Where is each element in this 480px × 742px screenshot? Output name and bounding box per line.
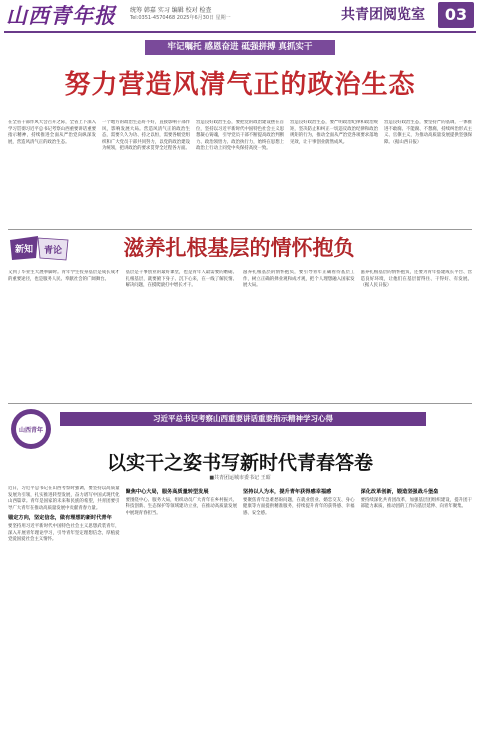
logo-word: 山西青年 <box>18 427 44 434</box>
story3-paragraph: 要聚焦青年急难愁盼问题，在就业创业、婚恋交友、身心健康等方面提供精准服务，持续提升青年的获得感、幸福感、安全感。 <box>243 497 355 516</box>
story3-byline: ■共青团运城市委书记 王昭 <box>209 475 271 481</box>
story3-subhead: 锚定方向，坚定信念，做有理想的新时代青年 <box>8 515 112 522</box>
story1-paragraph: 一个地方的政治生态好不好，直接影响干部作风，影响发展大局。营造风清气正的政治生态，需要久久为功、持之以恒，需要各级党组织和广大党员干部共同努力，以党的政治建设为统领，把讲政治的要求贯穿全过程各方面。 <box>102 120 190 152</box>
story2-col <box>8 270 120 400</box>
story1-body <box>8 120 472 226</box>
story3-col <box>361 486 473 736</box>
story2-body <box>8 270 472 400</box>
story3-subhead: 深化改革创新，锻造坚强战斗堡垒 <box>360 489 439 495</box>
story1-paragraph: 营造良好政治生态，要把党的政治建设摆在首位，坚持以习近平新时代中国特色社会主义思想凝心铸魂，引导党员干部不断提高政治判断力、政治领悟力、政治执行力，始终在思想上政治上行动上同党中央保持高度一致。 <box>196 120 284 152</box>
story2-col <box>126 270 238 400</box>
story2-paragraph: 又到了毕业生大展拳脚时。青年学生投身基层是成长成才的重要途径，也是服务人民、奉献社会的广阔舞台。 <box>8 270 120 282</box>
story1-kicker: 牢记嘱托 感恩奋进 砥强拼搏 真抓实干 <box>145 40 335 55</box>
shanxi-youth-logo <box>8 406 54 452</box>
story1-paragraph: 营造良好政治生态，要严明政治纪律和政治规矩，坚决防止和纠正一切违反政治纪律和政治规矩的行为，推动全面从严治党各项要求落地见效，让干事创业蔚然成风。 <box>290 120 378 145</box>
story2-col <box>243 270 355 400</box>
story1-col <box>290 120 378 226</box>
story1-col <box>384 120 472 226</box>
story2-paragraph: 滋养扎根基层的情怀抱负，还要为青年搭建成长平台、营造良好环境，让他们在基层留得住、干得好、有发展。（据人民日报） <box>360 270 472 289</box>
masthead: 山西青年报 <box>6 3 116 28</box>
story1-paragraph: 在全省干部作风大会召开之际，全省上下深入学习贯彻习近平总书记考察山西重要讲话重要指示精神，持续推进全面从严治党向纵深发展，营造风清气正的政治生态。 <box>8 120 96 145</box>
story3-paragraph: 要坚持用习近平新时代中国特色社会主义思想武装青年，深入开展青年理论学习，引导青年坚定理想信念，厚植爱党爱国爱社会主义情怀。 <box>8 523 120 543</box>
story3-body <box>8 486 472 736</box>
header-info: 统筹 韩嘉 实习 编辑 校对 检查 <box>130 7 212 14</box>
story2-title: 滋养扎根基层的情怀抱负 <box>123 236 355 260</box>
section-divider <box>8 403 472 404</box>
story1-col <box>8 120 96 226</box>
story3-paragraph: 近日，习近平总书记在山西考察时强调，要坚持以高质量发展为引领，扎实推进转型发展，奋力谱写中国式现代化山西篇章。青年是国家的未来和民族的希望，共青团要引导广大青年在推动高质量发展中贡献青春力量。 <box>8 486 120 511</box>
story3-col <box>8 486 120 736</box>
story2-col <box>361 270 473 400</box>
column-name: 共青团阅览室 <box>341 7 425 23</box>
logo-word: 青论 <box>43 246 63 256</box>
section-divider <box>8 229 472 230</box>
story2-paragraph: 基层是干事创业的最好课堂，也是青年人最需要的磨砺。扎根基层，就要俯下身子、沉下心来，在一线了解民情、解决问题，在摸爬滚打中增长才干。 <box>125 270 237 289</box>
page-number: 03 <box>438 2 474 28</box>
header-contact: Tel:0351-4570468 2025年6月30日 星期一 <box>130 15 231 21</box>
story3-paragraph: 要围绕中心、服务大局，组织动员广大青年在乡村振兴、科技创新、生态保护等领域建功立业，在推动高质量发展中展现青春担当。 <box>125 497 237 516</box>
story2-paragraph: 滋养扎根基层的情怀抱负，要引导青年正确看待基层工作，树立正确的择业观和成才观，把个人理想融入国家发展大局。 <box>243 270 355 289</box>
story3-kicker: 习近平总书记考察山西重要讲话重要指示精神学习心得 <box>60 412 426 426</box>
story3-subhead: 坚持以人为本，提升青年获得感幸福感 <box>243 489 332 495</box>
story1-col <box>102 120 190 226</box>
story3-paragraph: 要持续深化共青团改革，加强基层团组织建设，提升团干部能力素质，推动团的工作向基层延伸、向青年聚集。 <box>360 497 472 510</box>
story1-paragraph: 营造良好政治生态，要坚持严的基调，一体推进不敢腐、不能腐、不想腐，持续纠治形式主义、官僚主义，为推动高质量发展提供坚强保障。（据山西日报） <box>384 120 472 145</box>
story3-col <box>126 486 238 736</box>
xinzhi-qinglun-logo <box>8 234 70 262</box>
header-rule <box>4 31 476 33</box>
story1-title: 努力营造风清气正的政治生态 <box>64 70 416 100</box>
story3-subhead: 聚焦中心大局，服务高质量转型发展 <box>125 489 209 495</box>
story1-col <box>196 120 284 226</box>
story3-col <box>243 486 355 736</box>
logo-prefix: 新知 <box>14 245 34 255</box>
story3-title: 以实干之姿书写新时代青春答卷 <box>106 452 373 474</box>
